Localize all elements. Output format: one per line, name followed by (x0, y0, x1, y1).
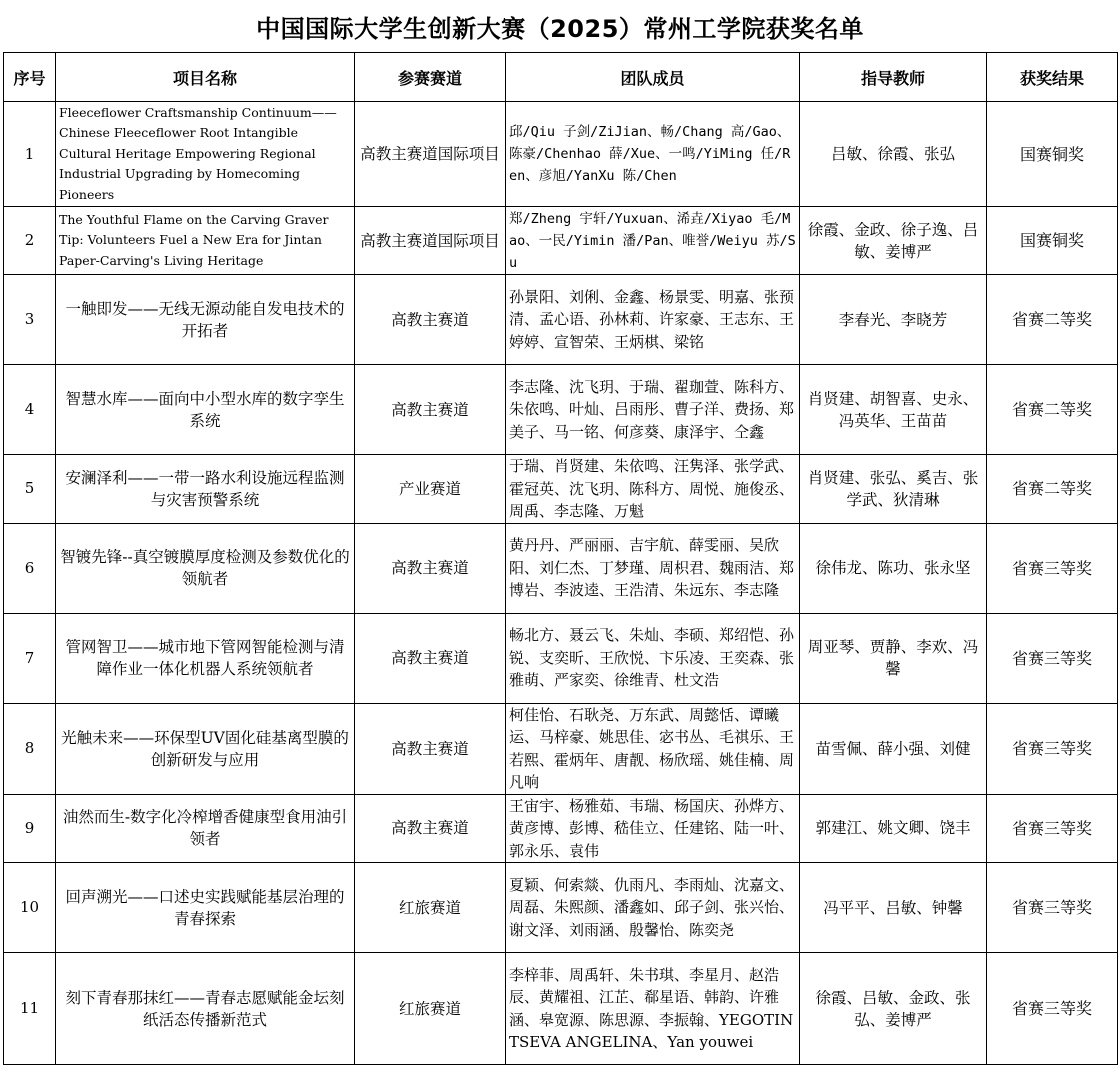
award-result: 省赛三等奖 (987, 953, 1118, 1065)
project-name: 一触即发——无线无源动能自发电技术的开拓者 (56, 275, 355, 365)
advisors: 徐伟龙、陈功、张永坚 (800, 523, 987, 613)
header-award: 获奖结果 (987, 53, 1118, 102)
table-row (4, 613, 1118, 703)
award-result: 国赛铜奖 (987, 207, 1118, 275)
advisors: 苗雪佩、薛小强、刘健 (800, 703, 987, 794)
award-result: 省赛三等奖 (987, 794, 1118, 863)
row-index: 6 (4, 523, 56, 613)
table-row (4, 953, 1118, 1065)
project-name: 智慧水库——面向中小型水库的数字孪生系统 (56, 365, 355, 455)
advisors: 徐霞、金政、徐子逸、吕敏、姜博严 (800, 207, 987, 275)
project-name: 刻下青春那抹红——青春志愿赋能金坛刻纸活态传播新范式 (56, 953, 355, 1065)
page-title: 中国国际大学生创新大赛（2025）常州工学院获奖名单 (256, 14, 864, 43)
table-row (4, 863, 1118, 953)
project-name: 安澜泽利——一带一路水利设施远程监测与灾害预警系统 (56, 455, 355, 524)
table-row (4, 455, 1118, 524)
team-members: 夏颖、何索燚、仇雨凡、李雨灿、沈嘉文、周磊、朱熙颜、潘鑫如、邱子剑、张兴怡、谢文泽、刘雨涵、殷馨怡、陈奕尧 (506, 863, 800, 953)
row-index: 9 (4, 794, 56, 863)
row-index: 3 (4, 275, 56, 365)
row-index: 10 (4, 863, 56, 953)
track: 高教主赛道 (355, 794, 506, 863)
project-name: 光触未来——环保型UV固化硅基离型膜的创新研发与应用 (56, 703, 355, 794)
track: 红旅赛道 (355, 953, 506, 1065)
advisors: 冯平平、吕敏、钟馨 (800, 863, 987, 953)
advisors: 肖贤建、张弘、奚吉、张学武、狄清琳 (800, 455, 987, 524)
header-advisors: 指导教师 (800, 53, 987, 102)
project-name: Fleeceflower Craftsmanship Continuum——Chinese Fleeceflower Root Intangible Cultural Heritage Empowering Regional Industrial Upgrading by Homecoming Pioneers (56, 102, 355, 207)
award-result: 省赛二等奖 (987, 365, 1118, 455)
table-row (4, 102, 1118, 207)
table-row (4, 703, 1118, 794)
award-result: 省赛三等奖 (987, 703, 1118, 794)
award-result: 省赛三等奖 (987, 613, 1118, 703)
row-index: 11 (4, 953, 56, 1065)
team-members: 李梓菲、周禹轩、朱书琪、李星月、赵浩辰、黄耀祖、江芷、郗星语、韩韵、许雅涵、皋宽源、陈思源、李振翰、YEGOTINTSEVA ANGELINA、Yan youwei (506, 953, 800, 1065)
header-index: 序号 (4, 53, 56, 102)
team-members: 王宙宇、杨雅茹、韦瑞、杨国庆、孙烨方、黄彦博、彭博、嵇佳立、任建铭、陆一叶、郭永乐、袁伟 (506, 794, 800, 863)
header-track: 参赛赛道 (355, 53, 506, 102)
table-row (4, 523, 1118, 613)
award-result: 省赛三等奖 (987, 863, 1118, 953)
advisors: 徐霞、吕敏、金政、张弘、姜博严 (800, 953, 987, 1065)
table-row (4, 275, 1118, 365)
header-project-name: 项目名称 (56, 53, 355, 102)
track: 高教主赛道国际项目 (355, 207, 506, 275)
project-name: 回声溯光——口述史实践赋能基层治理的青春探索 (56, 863, 355, 953)
table-row (4, 207, 1118, 275)
track: 红旅赛道 (355, 863, 506, 953)
row-index: 5 (4, 455, 56, 524)
award-result: 国赛铜奖 (987, 102, 1118, 207)
team-members: 邱/Qiu 子剑/ZiJian、畅/Chang 高/Gao、陈豪/Chenhao 薛/Xue、一鸣/YiMing 任/Ren、彦旭/YanXu 陈/Chen (506, 102, 800, 207)
project-name: 管网智卫——城市地下管网智能检测与清障作业一体化机器人系统领航者 (56, 613, 355, 703)
advisors: 郭建江、姚文卿、饶丰 (800, 794, 987, 863)
team-members: 黄丹丹、严丽丽、吉宇航、薛雯丽、吴欣阳、刘仁杰、丁梦瑾、周枳君、魏雨洁、郑博岩、李波逵、王浩清、朱远东、李志隆 (506, 523, 800, 613)
table-row (4, 365, 1118, 455)
award-result: 省赛三等奖 (987, 523, 1118, 613)
track: 高教主赛道 (355, 523, 506, 613)
team-members: 孙景阳、刘俐、金鑫、杨景雯、明嘉、张预清、孟心语、孙林莉、许家豪、王志东、王婷婷、宣智荣、王炳棋、梁铭 (506, 275, 800, 365)
track: 高教主赛道 (355, 703, 506, 794)
track: 高教主赛道国际项目 (355, 102, 506, 207)
track: 高教主赛道 (355, 365, 506, 455)
track: 产业赛道 (355, 455, 506, 524)
row-index: 7 (4, 613, 56, 703)
track: 高教主赛道 (355, 613, 506, 703)
team-members: 李志隆、沈飞玥、于瑞、翟珈萱、陈科方、朱依鸣、叶灿、吕雨彤、曹子洋、费扬、郑美子、马一铭、何彦葵、康泽宇、仝鑫 (506, 365, 800, 455)
team-members: 柯佳怡、石耿尧、万东武、周懿恬、谭曦运、马梓豪、姚思佳、宓书丛、毛祺乐、王若熙、霍炳年、唐靓、杨欣瑶、姚佳楠、周凡响 (506, 703, 800, 794)
team-members: 于瑞、肖贤建、朱依鸣、汪隽泽、张学武、霍冠英、沈飞玥、陈科方、周悦、施俊丞、周禹、李志隆、万魁 (506, 455, 800, 524)
table-row (4, 794, 1118, 863)
row-index: 1 (4, 102, 56, 207)
advisors: 吕敏、徐霞、张弘 (800, 102, 987, 207)
row-index: 2 (4, 207, 56, 275)
award-result: 省赛二等奖 (987, 455, 1118, 524)
advisors: 周亚琴、贾静、李欢、冯馨 (800, 613, 987, 703)
team-members: 郑/Zheng 宇轩/Yuxuan、浠垚/Xiyao 毛/Mao、一民/Yimin 潘/Pan、唯誉/Weiyu 苏/Su (506, 207, 800, 275)
project-name: The Youthful Flame on the Carving Graver Tip: Volunteers Fuel a New Era for Jintan Paper-Carving's Living Heritage (56, 207, 355, 275)
project-name: 油然而生-数字化冷榨增香健康型食用油引领者 (56, 794, 355, 863)
team-members: 畅北方、聂云飞、朱灿、李硕、郑绍恺、孙锐、支奕昕、王欣悦、卞乐凌、王奕森、张雅萌、严家奕、徐维青、杜文浩 (506, 613, 800, 703)
track: 高教主赛道 (355, 275, 506, 365)
table-header-row (4, 53, 1118, 102)
row-index: 4 (4, 365, 56, 455)
award-table (3, 52, 1118, 1065)
award-result: 省赛二等奖 (987, 275, 1118, 365)
advisors: 李春光、李晓芳 (800, 275, 987, 365)
header-team-members: 团队成员 (506, 53, 800, 102)
advisors: 肖贤建、胡智喜、史永、冯英华、王苗苗 (800, 365, 987, 455)
project-name: 智镀先锋--真空镀膜厚度检测及参数优化的领航者 (56, 523, 355, 613)
row-index: 8 (4, 703, 56, 794)
